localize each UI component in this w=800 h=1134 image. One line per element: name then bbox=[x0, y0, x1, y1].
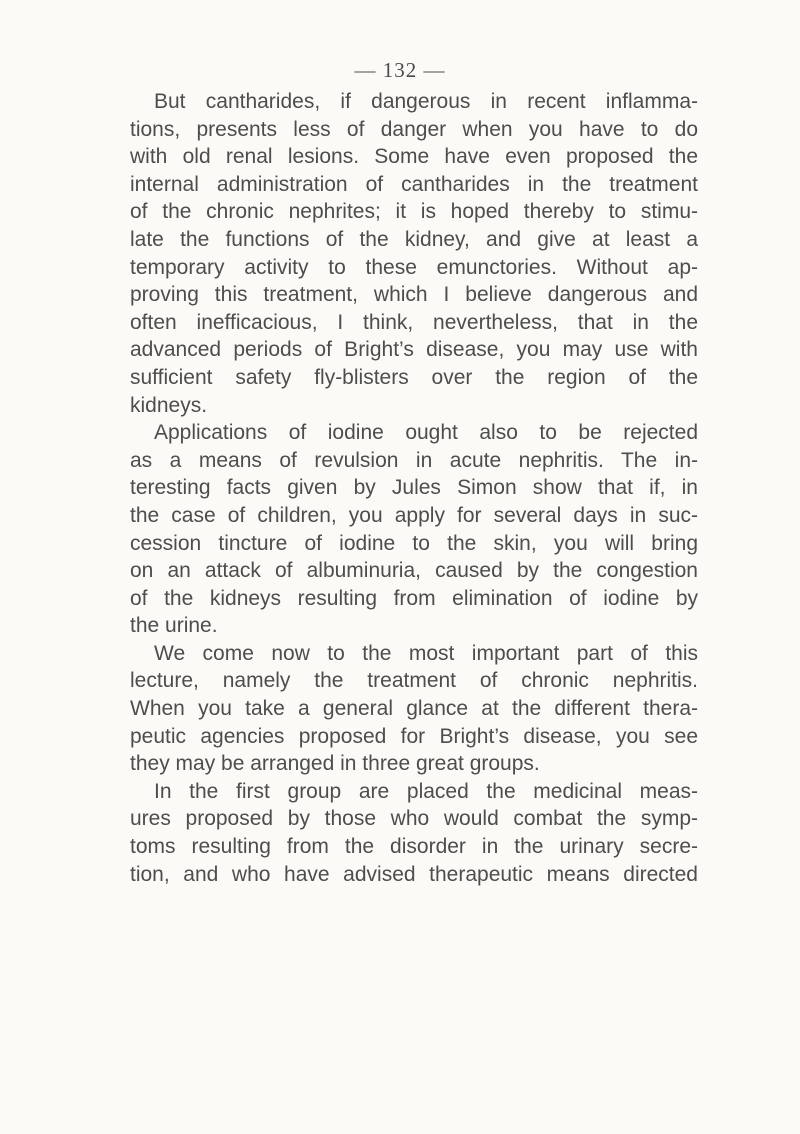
text-line: peutic agencies proposed for Bright’s disease, you see bbox=[130, 724, 698, 748]
text-line: of the kidneys resulting from elimination of iodine by bbox=[130, 586, 698, 610]
text-line: toms resulting from the disorder in the urinary secre- bbox=[130, 835, 698, 859]
text-line: kidneys. bbox=[130, 393, 208, 417]
body-text bbox=[130, 88, 698, 888]
text-line: internal administration of cantharides in the treatment bbox=[130, 172, 698, 196]
text-line: But cantharides, if dangerous in recent inflamma- bbox=[154, 90, 698, 113]
text-line: proving this treatment, which I believe dangerous and bbox=[130, 283, 698, 307]
text-line: they may be arranged in three great groups. bbox=[130, 752, 540, 776]
text-line: of the chronic nephrites; it is hoped thereby to stimu- bbox=[130, 200, 698, 224]
text-line: When you take a general glance at the different thera- bbox=[130, 697, 698, 721]
text-line: lecture, namely the treatment of chronic nephritis. bbox=[130, 669, 698, 693]
text-line: the urine. bbox=[130, 614, 218, 638]
text-line: teresting facts given by Jules Simon show that if, in bbox=[130, 476, 698, 500]
text-line: tion, and who have advised therapeutic means directed bbox=[130, 862, 698, 886]
text-line: We come now to the most important part of this bbox=[154, 641, 698, 665]
paragraph-4 bbox=[130, 778, 698, 888]
text-line: as a means of revulsion in acute nephritis. The in- bbox=[130, 448, 698, 472]
text-line: often inefficacious, I think, nevertheless, that in the bbox=[130, 310, 698, 334]
text-line: with old renal lesions. Some have even proposed the bbox=[130, 145, 698, 169]
text-line: advanced periods of Bright’s disease, you may use with bbox=[130, 338, 698, 362]
page-number: — 132 — bbox=[354, 58, 446, 82]
text-line: the case of children, you apply for several days in suc- bbox=[130, 503, 698, 527]
text-line: sufficient safety fly-blisters over the region of the bbox=[130, 365, 698, 389]
text-line: on an attack of albuminuria, caused by the congestion bbox=[130, 559, 698, 583]
text-line: ures proposed by those who would combat the symp- bbox=[130, 807, 698, 831]
paragraph-3 bbox=[130, 640, 698, 778]
paragraph-2 bbox=[130, 419, 698, 640]
text-line: cession tincture of iodine to the skin, you will bring bbox=[130, 531, 698, 555]
text-line: late the functions of the kidney, and give at least a bbox=[130, 227, 698, 251]
text-line: Applications of iodine ought also to be rejected bbox=[154, 421, 698, 445]
text-line: In the first group are placed the medicinal meas- bbox=[154, 779, 698, 803]
paragraph-1 bbox=[130, 88, 698, 419]
text-line: temporary activity to these emunctories. Without ap- bbox=[130, 255, 698, 279]
text-line: tions, presents less of danger when you have to do bbox=[130, 117, 698, 141]
